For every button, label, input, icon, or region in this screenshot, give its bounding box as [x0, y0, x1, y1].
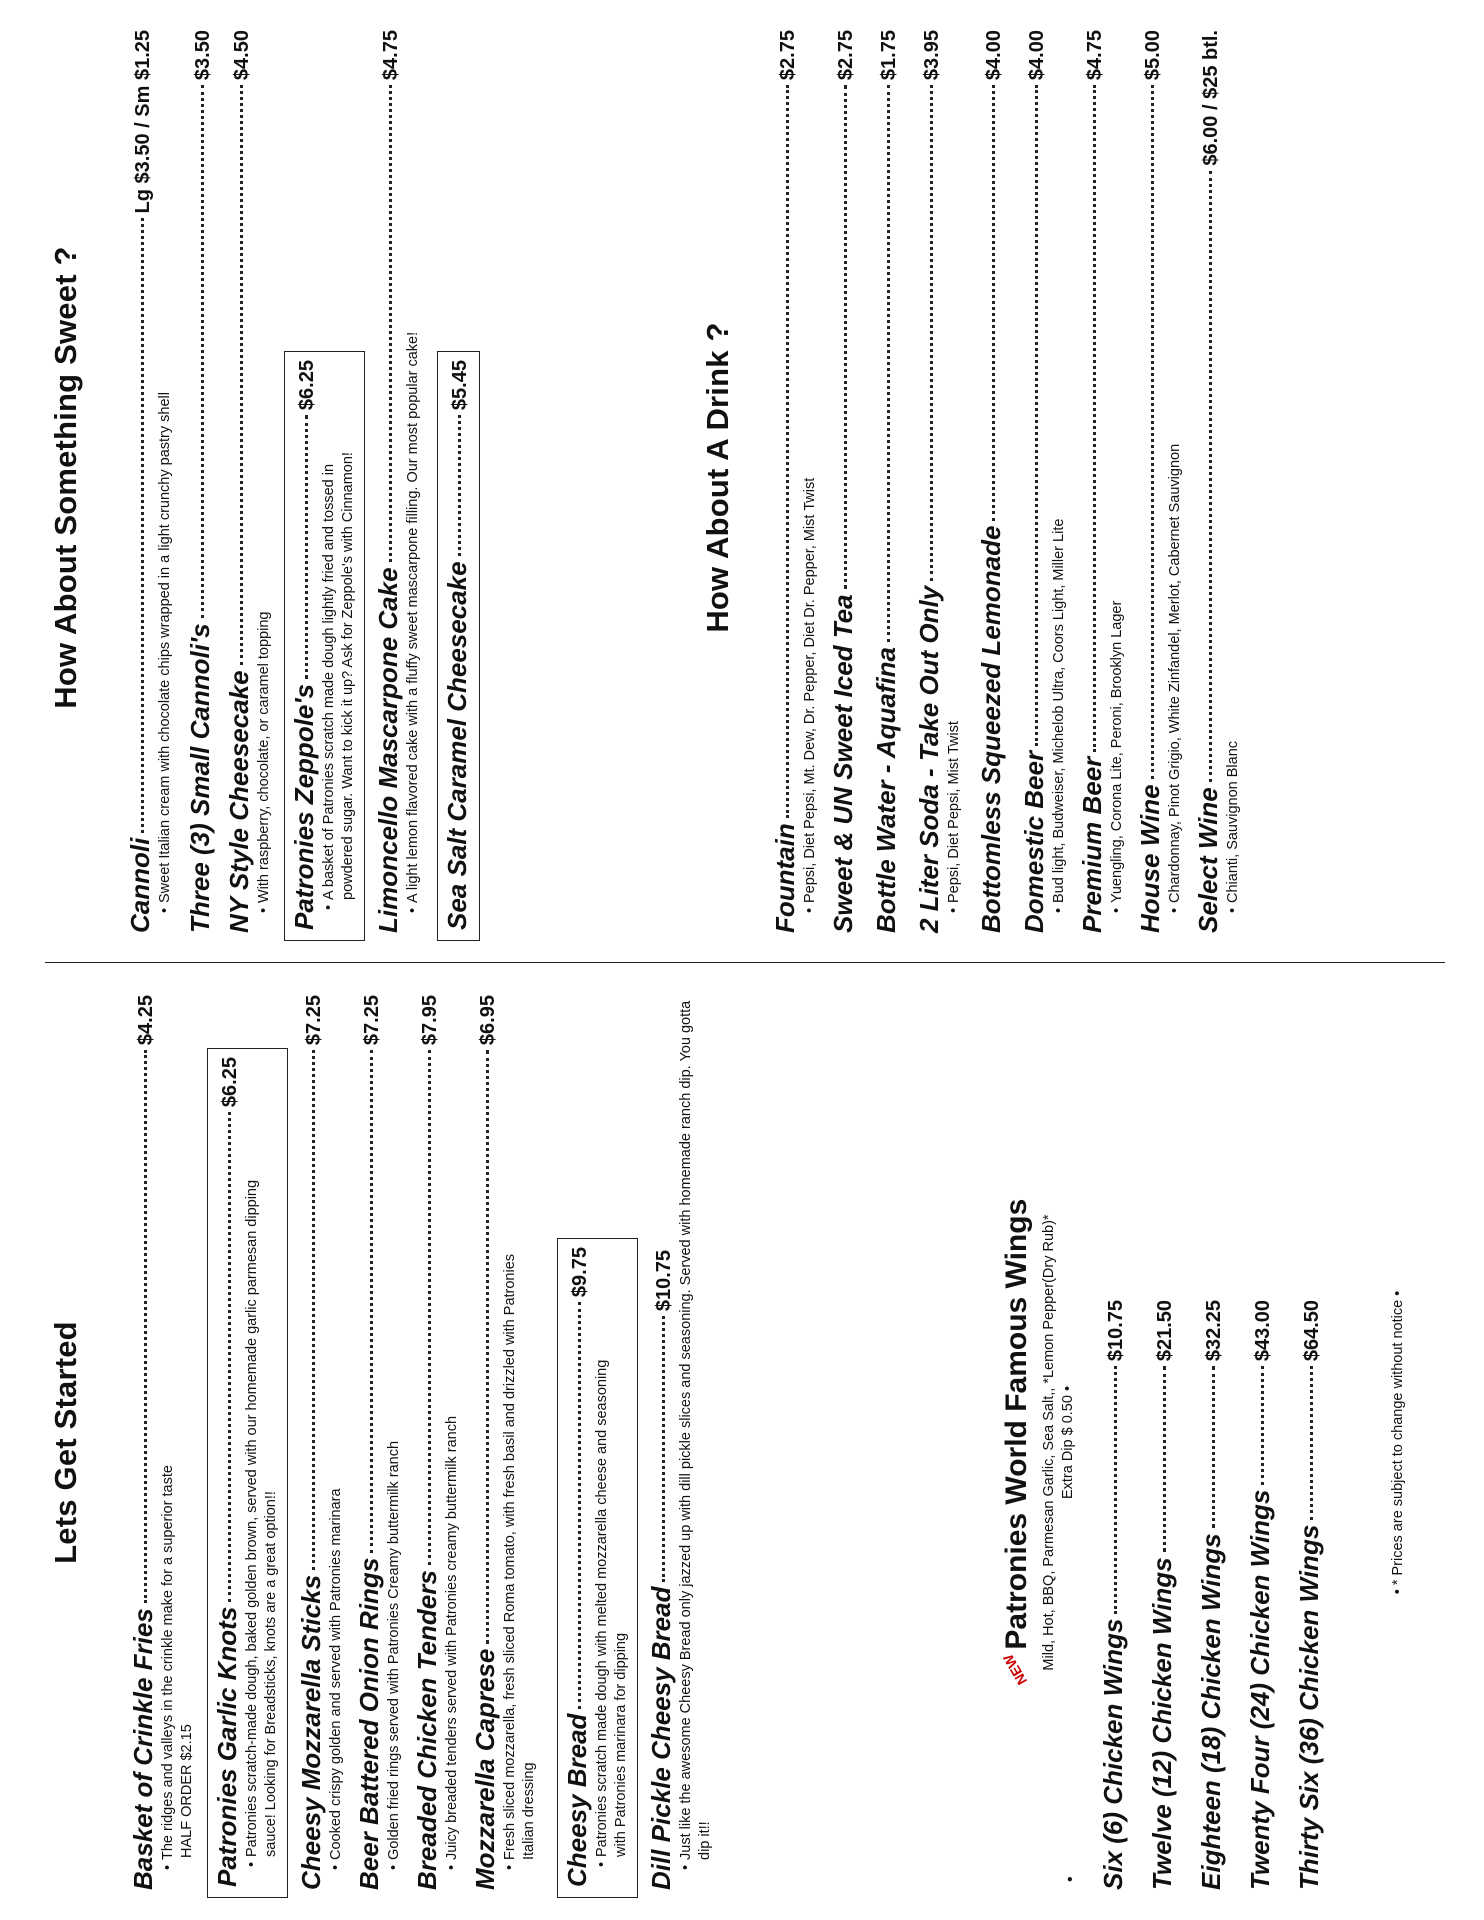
appetizers-heading: Lets Get Started: [48, 1321, 83, 1564]
item-price: $4.00: [1026, 30, 1048, 81]
wing-item: [1196, 1300, 1227, 1890]
leader-dots: [228, 1112, 231, 1602]
wings-section: [1000, 995, 1343, 1890]
leader-dots: [312, 1050, 315, 1570]
item-price: $6.00 / $25 btl.: [1200, 30, 1222, 166]
item-name: 2 Liter Soda - Take Out Only: [914, 585, 944, 933]
item-price: $5.00: [1142, 30, 1164, 81]
new-badge: NEW: [999, 1651, 1031, 1689]
item-price: $43.00: [1252, 1300, 1274, 1362]
drink-item: [770, 30, 820, 933]
item-price: $4.25: [135, 995, 157, 1046]
item-name: Bottle Water - Aquafina: [871, 646, 901, 933]
wing-item: [1245, 1300, 1276, 1890]
item-price: $2.75: [777, 30, 799, 81]
item-desc: • Patronies scratch made dough with melted mozzarella cheese and seasoning with Patronies marinara for dipping: [593, 1247, 631, 1887]
menu-item: [373, 30, 423, 933]
leader-dots: [1093, 85, 1096, 752]
item-name: Limoncello Mascarpone Cake: [373, 567, 403, 933]
item-desc: • With raspberry, chocolate, or caramel topping: [255, 30, 274, 933]
item-price: $10.75: [653, 1250, 675, 1312]
item-price: $2.75: [835, 30, 857, 81]
item-price: Lg $3.50 / Sm $1.25: [132, 30, 154, 214]
extra-dip: Extra Dip $ 0.50 •: [1060, 1385, 1076, 1500]
item-desc: • A basket of Patronies scratch made dough lightly fried and tossed in powdered sugar. Want to kick it up? Ask for Zeppole's with Cinnamon!: [320, 360, 358, 930]
leader-dots: [662, 1316, 665, 1581]
leader-dots: [458, 415, 461, 556]
item-price: $4.75: [380, 30, 402, 81]
item-price: $6.25: [296, 360, 318, 411]
item-name: Breaded Chicken Tenders: [412, 1570, 442, 1890]
drink-item: [828, 30, 859, 933]
menu-item: [224, 30, 274, 933]
drink-item: [1019, 30, 1069, 933]
item-name: Patronies Garlic Knots: [212, 1606, 242, 1887]
desserts-heading: How About Something Sweet ?: [48, 246, 83, 709]
leader-dots: [887, 85, 890, 642]
item-name: Dill Pickle Cheesy Bread: [646, 1586, 676, 1890]
item-name: Twenty Four (24) Chicken Wings: [1245, 1489, 1275, 1890]
leader-dots: [201, 85, 204, 618]
item-desc: • Sweet Italian cream with chocolate chips wrapped in a light crunchy pastry shell: [156, 30, 175, 933]
item-name: Sweet & UN Sweet Iced Tea: [828, 594, 858, 933]
item-name: Twelve (12) Chicken Wings: [1147, 1557, 1177, 1890]
menu-item: [185, 30, 216, 933]
drink-item: [1077, 30, 1127, 933]
item-desc: • Chianti, Sauvignon Blanc: [1224, 30, 1243, 933]
drinks-heading: How About A Drink ?: [700, 322, 735, 633]
item-price: $7.25: [303, 995, 325, 1046]
leader-dots: [486, 1050, 489, 1644]
item-desc: • Just like the awesome Cheesy Bread only jazzed up with dill pickle slices and seasoning. Served with homemade ranch dip. You gotta dip it!!: [677, 1000, 715, 1890]
drinks-list: [770, 30, 1251, 933]
item-price: $21.50: [1154, 1300, 1176, 1362]
item-price: $1.75: [878, 30, 900, 81]
wings-flavors: [1040, 995, 1078, 1890]
item-desc: • Pepsi, Diet Pepsi, Mist Twist: [945, 30, 964, 933]
item-name: Three (3) Small Cannoli's: [185, 623, 215, 933]
leader-dots: [1035, 85, 1038, 746]
item-name: NY Style Cheesecake: [224, 670, 254, 933]
menu-item: [296, 995, 346, 1890]
menu-item: [412, 995, 462, 1890]
leader-dots: [1151, 85, 1154, 779]
wings-heading: [1000, 995, 1034, 1890]
item-price: $4.00: [983, 30, 1005, 81]
appetizer-list: [128, 995, 723, 1890]
wings-title: Patronies World Famous Wings: [1000, 1198, 1033, 1650]
leader-dots: [930, 85, 933, 581]
item-price: $7.25: [361, 995, 383, 1046]
item-price: $10.75: [1105, 1300, 1127, 1362]
leader-dots: [1114, 1366, 1117, 1613]
item-price: $5.45: [449, 360, 471, 411]
dessert-list: [125, 30, 488, 933]
leader-dots: [578, 1302, 581, 1709]
leader-dots: [370, 1050, 373, 1553]
item-desc: The ridges and valleys in the crinkle make for a superior taste: [160, 1465, 176, 1860]
item-desc: • Cooked crispy golden and served with Patronies marinara: [327, 995, 346, 1890]
wing-item: [1098, 1300, 1129, 1890]
item-desc: • Patronies scratch-made dough, baked golden brown, served with our homemade garlic parmesan dipping sauce! Looking for Breadsticks, knots are a great option!!: [243, 1057, 281, 1887]
drink-item: [1135, 30, 1185, 933]
leader-dots: [1261, 1366, 1264, 1484]
item-name: Cheesy Mozzarella Sticks: [296, 1574, 326, 1890]
leader-dots: [1209, 171, 1212, 783]
leader-dots: [844, 85, 847, 589]
price-disclaimer: • * Prices are subject to change without notice •: [1390, 1290, 1406, 1595]
item-name: Select Wine: [1193, 787, 1223, 933]
item-desc: • A light lemon flavored cake with a fluffy sweet mascarpone filling. Our most popular cake!: [404, 30, 423, 933]
menu-item-boxed: [437, 351, 480, 941]
item-price: $3.95: [921, 30, 943, 81]
item-price: $4.50: [231, 30, 253, 81]
leader-dots: [1212, 1366, 1215, 1528]
leader-dots: [786, 85, 789, 818]
item-name: Patronies Zeppole's: [289, 683, 319, 930]
item-name: Beer Battered Onion Rings: [354, 1557, 384, 1890]
item-sub: HALF ORDER $2.15: [179, 1724, 195, 1858]
drink-item: [1193, 30, 1243, 933]
item-name: Eighteen (18) Chicken Wings: [1196, 1533, 1226, 1890]
item-name: Cannoli: [125, 837, 155, 933]
item-desc: • Juicy breaded tenders served with Patronies creamy buttermilk ranch: [443, 995, 462, 1890]
wing-item: [1147, 1300, 1178, 1890]
item-price: $32.25: [1203, 1300, 1225, 1362]
leader-dots: [1163, 1366, 1166, 1552]
item-name: Premium Beer: [1077, 756, 1107, 933]
item-name: Basket of Crinkle Fries: [128, 1608, 158, 1890]
drink-item: [976, 30, 1007, 933]
flavor-bullet: •: [1062, 1876, 1079, 1882]
item-name: Domestic Beer: [1019, 750, 1049, 933]
leader-dots: [389, 85, 392, 562]
item-price: $4.75: [1084, 30, 1106, 81]
leader-dots: [144, 1050, 147, 1603]
item-price: $6.25: [219, 1057, 241, 1108]
item-name: Sea Salt Caramel Cheesecake: [442, 561, 472, 930]
item-desc: • Chardonnay, Pinot Grigio, White Zinfandel, Merlot, Cabernet Sauvignon: [1166, 30, 1185, 933]
wings-list: [1098, 1300, 1325, 1890]
column-divider: [45, 962, 1445, 963]
item-desc: • Yuengling, Corona Lite, Peroni, Brooklyn Lager: [1108, 30, 1127, 933]
wing-item: [1294, 1300, 1325, 1890]
menu-item: [128, 995, 197, 1890]
item-name: Fountain: [770, 823, 800, 933]
item-desc: • Pepsi, Diet Pepsi, Mt. Dew, Dr. Pepper, Diet Dr. Pepper, Mist Twist: [801, 30, 820, 933]
menu-item: [470, 995, 539, 1890]
drink-item: [871, 30, 902, 933]
item-name: Thirty Six (36) Chicken Wings: [1294, 1524, 1324, 1890]
leader-dots: [992, 85, 995, 521]
item-name: Six (6) Chicken Wings: [1098, 1618, 1128, 1890]
item-price: $9.75: [569, 1247, 591, 1298]
item-price: $7.95: [419, 995, 441, 1046]
item-price: $6.95: [477, 995, 499, 1046]
leader-dots: [428, 1050, 431, 1565]
drink-item: [914, 30, 964, 933]
item-name: Mozzarella Caprese: [470, 1648, 500, 1890]
menu-item: [354, 995, 404, 1890]
leader-dots: [141, 218, 144, 832]
flavor-list: Mild, Hot, BBQ, Parmesan Garlic, Sea Salt,, *Lemon Pepper(Dry Rub)*: [1041, 1214, 1057, 1671]
desserts-drinks-section: [0, 0, 1484, 955]
item-name: House Wine: [1135, 784, 1165, 933]
leader-dots: [240, 85, 243, 665]
item-desc: • Bud light, Budweiser, Michelob Ultra, Coors Light, Miller Lite: [1050, 30, 1069, 933]
item-name: Cheesy Bread: [562, 1713, 592, 1887]
menu-item: [646, 1000, 715, 1890]
menu-item-boxed: [557, 1238, 638, 1898]
item-price: $3.50: [192, 30, 214, 81]
leader-dots: [1310, 1366, 1313, 1520]
menu-item-boxed: [284, 351, 365, 941]
item-desc: • Golden fried rings served with Patronies Creamy buttermilk ranch: [385, 995, 404, 1890]
appetizers-section: [0, 965, 1484, 1920]
menu-item: [125, 30, 175, 933]
menu-item-boxed: [207, 1048, 288, 1898]
item-price: $64.50: [1301, 1300, 1323, 1362]
leader-dots: [305, 415, 308, 679]
item-desc: • Fresh sliced mozzarella, fresh sliced Roma tomato, with fresh basil and drizzled with Patronies Italian dressing: [501, 995, 539, 1890]
item-name: Bottomless Squeezed Lemonade: [976, 525, 1006, 933]
